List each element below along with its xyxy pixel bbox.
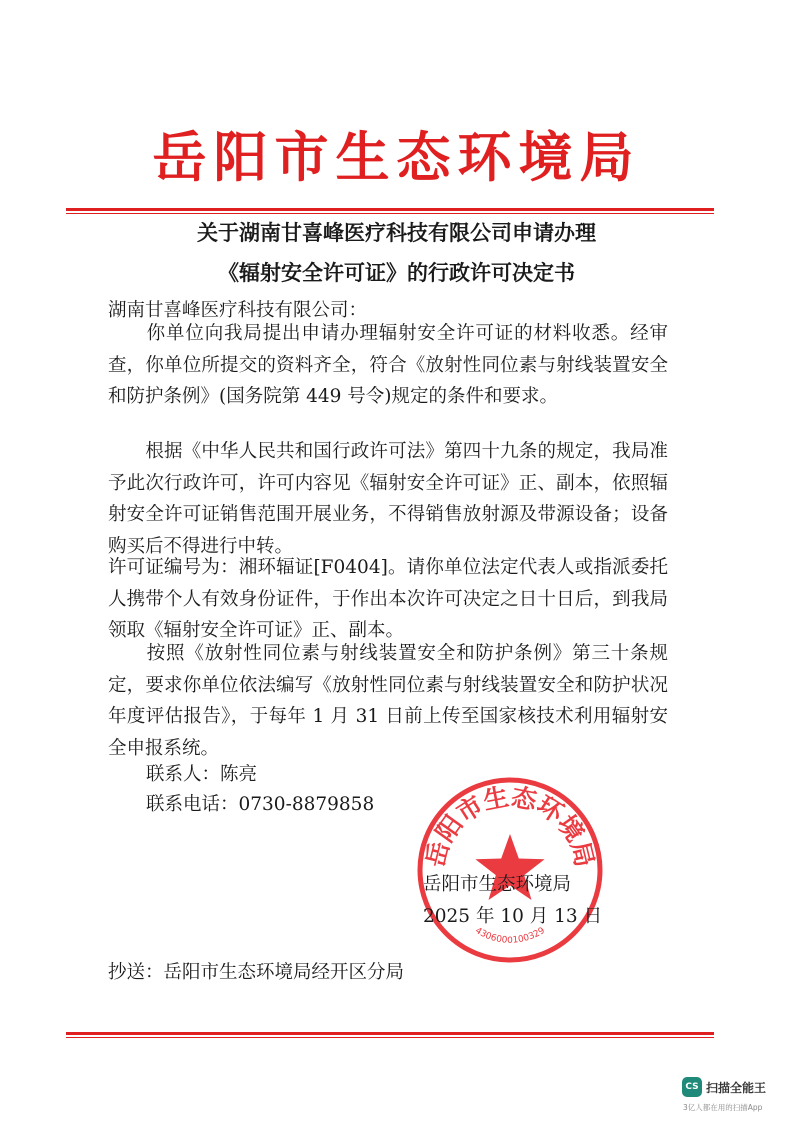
header-rule-thick — [66, 208, 714, 211]
header-rule-thin — [66, 213, 714, 214]
issuing-organization-header: 岳阳市生态环境局 — [152, 126, 641, 189]
document-title-line-1: 关于湖南甘喜峰医疗科技有限公司申请办理 — [197, 221, 596, 245]
footer-rule-thin — [66, 1037, 714, 1038]
body-paragraph-2 — [108, 436, 668, 562]
camscanner-logo-icon: CS — [682, 1077, 702, 1097]
footer-rule-thick — [66, 1032, 714, 1035]
body-paragraph-1-text: 你单位向我局提出申请办理辐射安全许可证的材料收悉。经审查，你单位所提交的资料齐全，符合《放射性同位素与射线装置安全和防护条例》(国务院第 449 号令)规定的条件和要求。 — [108, 323, 668, 407]
salutation: 湖南甘喜峰医疗科技有限公司： — [108, 300, 368, 321]
body-paragraph-1 — [108, 318, 668, 413]
seal-text: 岳阳市生态环境局 — [420, 782, 600, 870]
carbon-copy-line: 抄送：岳阳市生态环境局经开区分局 — [108, 962, 405, 983]
body-paragraph-4 — [108, 638, 668, 764]
signing-date: 2025 年 10 月 13 日 — [423, 906, 603, 927]
contact-person: 联系人：陈亮 — [146, 764, 258, 785]
body-paragraph-4-text: 按照《放射性同位素与射线装置安全和防护条例》第三十条规定，要求你单位依法编写《放射性同位素与射线装置安全和防护状况年度评估报告》，于每年 1 月 31 日前上传至国家核技术利用辐射安全申报系统。 — [108, 643, 668, 759]
contact-phone: 联系电话：0730-8879858 — [146, 794, 375, 815]
document-title-line-2: 《辐射安全许可证》的行政许可决定书 — [218, 261, 575, 285]
body-paragraph-3 — [108, 552, 668, 647]
seal-code: 4306000100329 — [473, 925, 547, 946]
body-paragraph-3-text: 许可证编号为：湘环辐证[F0404]。请你单位法定代表人或指派委托人携带个人有效身份证件，于作出本次许可决定之日十日后，到我局领取《辐射安全许可证》正、副本。 — [108, 557, 668, 641]
scanner-tagline: 3亿人都在用的扫描App — [683, 1103, 763, 1112]
body-paragraph-2-text: 根据《中华人民共和国行政许可法》第四十九条的规定，我局准予此次行政许可，许可内容见《辐射安全许可证》正、副本，依照辐射安全许可证销售范围开展业务，不得销售放射源及带源设备；设备购买后不得进行中转。 — [108, 441, 668, 557]
scanner-app-name: 扫描全能王 — [706, 1080, 767, 1095]
official-seal — [410, 770, 610, 970]
scanner-watermark — [682, 1077, 766, 1097]
signer-organization: 岳阳市生态环境局 — [423, 874, 572, 895]
